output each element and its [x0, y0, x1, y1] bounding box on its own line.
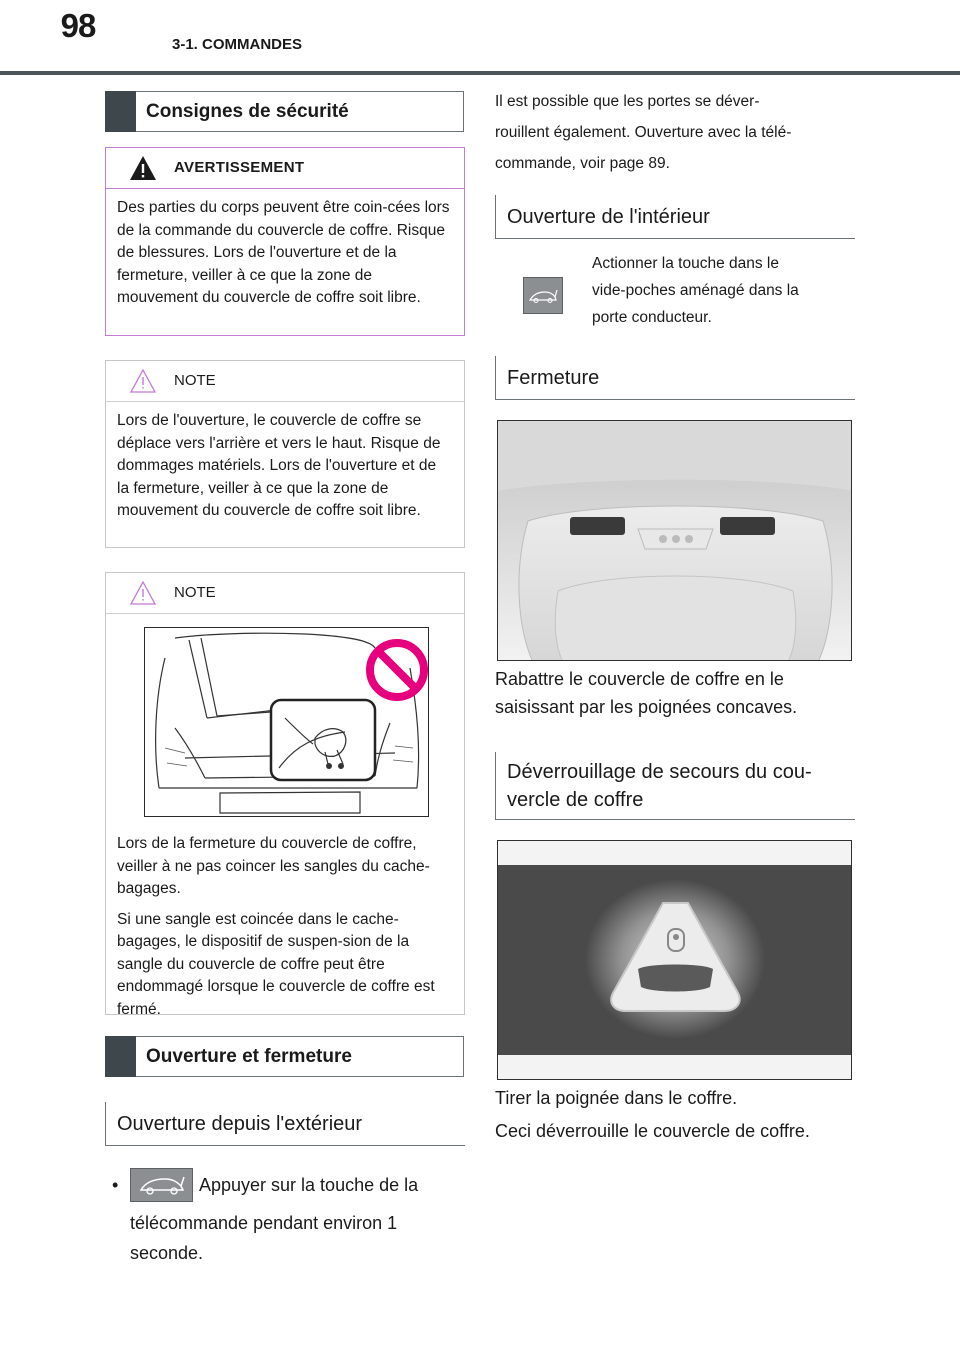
note-text-2	[106, 825, 464, 1031]
header-rule	[0, 71, 960, 75]
warning-label: AVERTISSEMENT	[174, 159, 305, 176]
caution-triangle-icon	[128, 367, 158, 395]
note-paragraph-1: Lors de l'ouverture, le couvercle de coffre se déplace vers l'arrière et vers le haut. Risque de dommages matériels. Lors de l'ouverture et de la fermeture, veiller à ce que la zone de mouvement du couvercle de coffre soit libre.	[117, 412, 441, 519]
section-block	[105, 1036, 136, 1077]
exterior-instruction	[112, 1170, 418, 1268]
chapter-title: 3-1. COMMANDES	[172, 36, 303, 53]
warning-paragraph: Des parties du corps peuvent être coin-cées lors de la commande du couvercle de coffre. Risque de blessures. Lors de l'ouverture et de la fermeture, veiller à ce que la zone de mouvement du couvercle de coffre soit libre.	[117, 199, 450, 306]
closing-line-1: Rabattre le couvercle de coffre en le	[495, 669, 784, 689]
note-box-2	[105, 572, 465, 1018]
note-box-1	[105, 360, 465, 548]
intro-line-2: rouillent également. Ouverture avec la télé-	[495, 124, 792, 141]
intro-line-3: commande, voir page 89.	[495, 155, 670, 172]
emergency-text	[495, 1084, 810, 1145]
closing-heading: Fermeture	[495, 356, 855, 400]
note-header-1	[106, 361, 464, 402]
note-label-2: NOTE	[174, 584, 216, 601]
emergency-handle-image	[497, 840, 852, 1080]
section-opening	[105, 1036, 464, 1077]
interior-line-3: porte conducteur.	[592, 309, 712, 326]
car-trunk-icon	[130, 1168, 193, 1202]
bullet-text-line-3: seconde.	[130, 1243, 204, 1263]
interior-heading: Ouverture de l'intérieur	[495, 195, 855, 239]
trunk-lid-image	[497, 420, 852, 661]
emergency-handle-drawing	[498, 841, 852, 1080]
bullet-text-line-1: Appuyer sur la touche de la	[199, 1175, 419, 1195]
intro-line-1: Il est possible que les portes se déver-	[495, 93, 760, 110]
trunk-strap-drawing	[145, 628, 429, 817]
warning-triangle-icon	[128, 154, 158, 182]
exterior-heading: Ouverture depuis l'extérieur	[105, 1102, 465, 1146]
emergency-line-1: Tirer la poignée dans le coffre.	[495, 1088, 738, 1108]
section-safety	[105, 91, 464, 132]
bullet-text-line-2: télécommande pendant environ 1	[130, 1213, 398, 1233]
note-paragraph-2b: Si une sangle est coincée dans le cache-bagages, le dispositif de suspen-sion de la sangle du couvercle de coffre peut être endommagé lorsque le couvercle de coffre est fermé.	[117, 910, 435, 1018]
note-label-1: NOTE	[174, 372, 216, 389]
bullet: •	[112, 1175, 119, 1195]
emergency-heading	[495, 752, 855, 820]
emergency-heading-line-2: vercle de coffre	[507, 788, 644, 811]
section-title: Ouverture et fermeture	[146, 1045, 352, 1067]
closing-text	[495, 665, 797, 721]
caution-triangle-icon	[128, 579, 158, 607]
warning-header	[106, 148, 464, 189]
trunk-strap-illustration	[144, 627, 429, 817]
trunk-lid-drawing	[498, 421, 852, 661]
interior-text	[592, 250, 852, 331]
page-number: 98	[60, 7, 96, 44]
interior-line-2: vide-poches aménagé dans la	[592, 282, 799, 299]
warning-text	[106, 189, 464, 320]
car-trunk-icon	[523, 277, 563, 314]
note-paragraph-2a: Lors de la fermeture du couvercle de coffre, veiller à ne pas coincer les sangles du cache-bagages.	[117, 835, 430, 897]
section-title: Consignes de sécurité	[146, 100, 349, 122]
emergency-line-2: Ceci déverrouille le couvercle de coffre.	[495, 1121, 810, 1141]
section-block	[105, 91, 136, 132]
note-header-2	[106, 573, 464, 614]
note-text-1	[106, 402, 464, 533]
intro-text	[495, 86, 855, 179]
warning-box	[105, 147, 465, 336]
emergency-heading-line-1: Déverrouillage de secours du cou-	[507, 760, 812, 783]
interior-line-1: Actionner la touche dans le	[592, 255, 779, 272]
closing-line-2: saisissant par les poignées concaves.	[495, 697, 798, 717]
